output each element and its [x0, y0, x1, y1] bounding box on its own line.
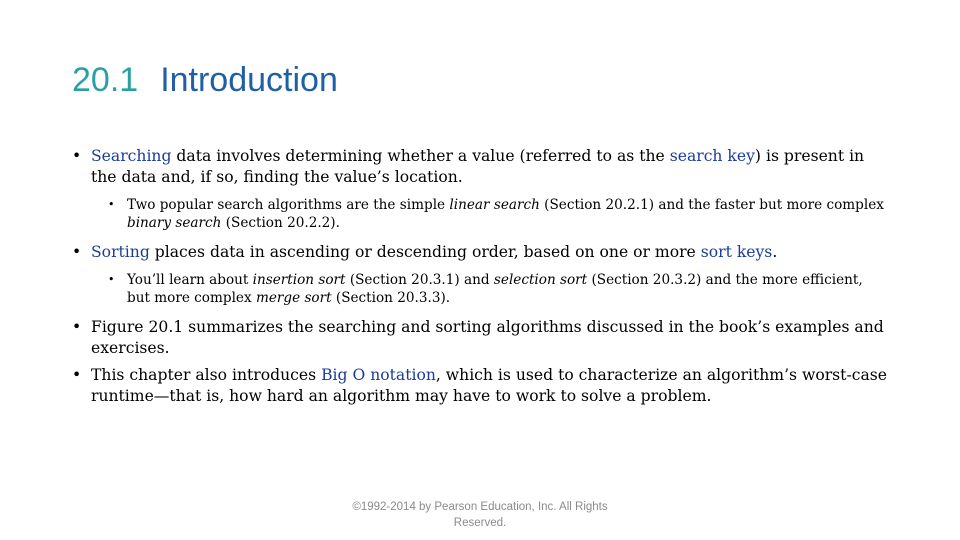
bullet-searching [72, 146, 887, 188]
bullet-marker: • [108, 198, 115, 211]
bullet-text: ) is present in the data and, if so, finding the value’s location. [91, 147, 865, 186]
bullet-text: places data in ascending or descending order, based on one or more [149, 243, 701, 261]
bullet-text: data involves determining whether a value (referred to as the [171, 147, 670, 165]
bullet-text: You’ll learn about [127, 272, 253, 288]
bullet-text: (Section 20.3.1) and [345, 272, 494, 288]
copyright-footer [330, 499, 630, 531]
slide-title [72, 58, 338, 102]
bullet-marker: • [72, 366, 82, 384]
term-big-o-notation: Big O notation [321, 366, 436, 384]
term-binary-search: binary search [127, 215, 222, 231]
bullet-marker: • [72, 243, 82, 261]
bullet-text: Two popular search algorithms are the simple [127, 197, 450, 213]
term-sort-keys: sort keys [700, 243, 773, 261]
term-searching: Searching [91, 147, 172, 165]
bullet-text: . [772, 243, 778, 261]
bullet-text: , which is used to characterize an algorithm’s worst-case runtime—that is, how hard an algorithm may have to work to solve a problem. [91, 366, 887, 405]
bullet-text: (Section 20.3.3). [331, 290, 451, 306]
sub-bullet-search-algorithms [72, 196, 887, 232]
term-sorting: Sorting [91, 243, 150, 261]
term-linear-search: linear search [449, 197, 540, 213]
term-search-key: search key [669, 147, 755, 165]
bullet-text: (Section 20.2.2). [221, 215, 340, 231]
term-selection-sort: selection sort [493, 272, 588, 288]
copyright-line-1: ©1992-2014 by Pearson Education, Inc. All Rights [352, 501, 608, 513]
bullet-marker: • [108, 273, 115, 286]
section-number: 20.1 [72, 61, 139, 99]
slide-body [72, 146, 887, 419]
term-insertion-sort: insertion sort [252, 272, 346, 288]
bullet-text: Figure 20.1 summarizes the searching and sorting algorithms discussed in the book’s examples and exercises. [91, 318, 884, 357]
bullet-text: (Section 20.2.1) and the faster but more complex [539, 197, 884, 213]
term-merge-sort: merge sort [255, 290, 332, 306]
bullet-big-o [72, 365, 887, 407]
bullet-figure-summary [72, 317, 887, 359]
bullet-text: This chapter also introduces [91, 366, 322, 384]
copyright-line-2: Reserved. [453, 517, 507, 529]
bullet-marker: • [72, 147, 82, 165]
sub-bullet-sort-algorithms [72, 271, 887, 307]
bullet-sorting [72, 242, 887, 263]
bullet-text: (Section 20.3.2) and the more efficient, but more complex [127, 272, 863, 306]
section-title: Introduction [160, 61, 338, 99]
bullet-marker: • [72, 318, 82, 336]
